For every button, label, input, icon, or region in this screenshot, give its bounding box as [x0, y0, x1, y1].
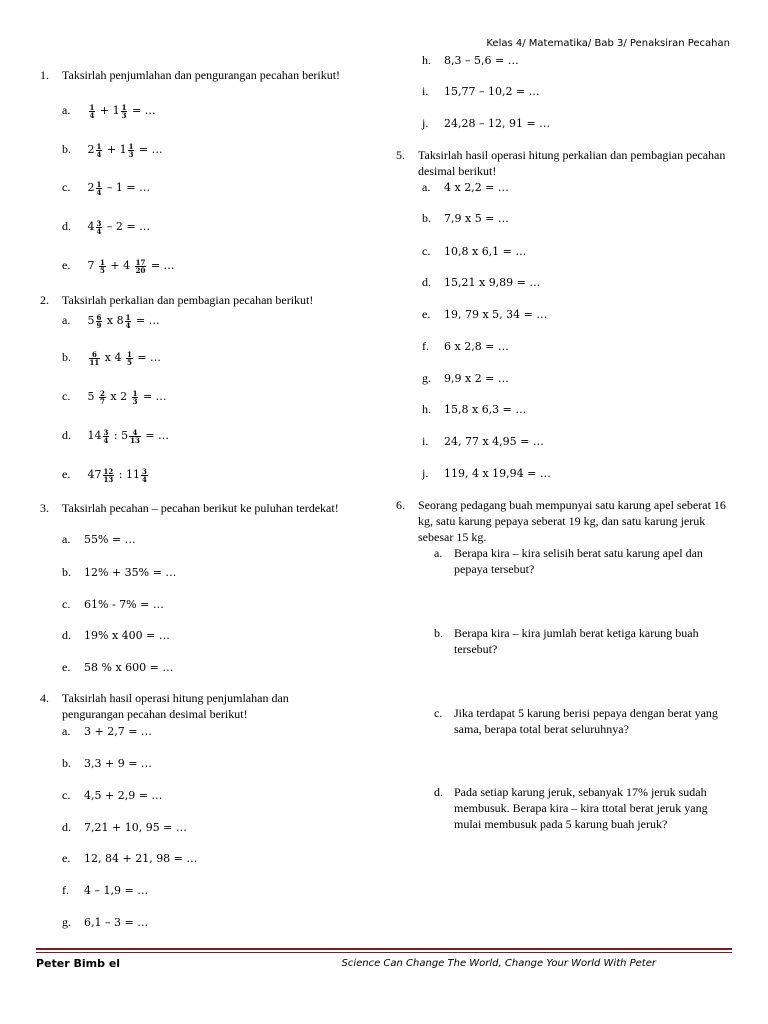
item-4i: i. 15,77 – 10,2 = … [422, 84, 540, 98]
item-3e: e. 58 % x 600 = … [62, 660, 174, 674]
question-text: Taksirlah hasil operasi hitung penjumlahan dan pengurangan pecahan desimal berikut! [62, 691, 289, 721]
item-1e: e. 7 $\frac{1}{5}$ + 4 $\frac{17}{20}$ = … [62, 257, 175, 275]
page-header: Kelas 4/ Matematika/ Bab 3/ Penaksiran Pecahan [486, 38, 730, 49]
question-text: Taksirlah pecahan – pecahan berikut ke puluhan terdekat! [62, 501, 339, 515]
item-3a: a. 55% = … [62, 532, 136, 546]
question-text: Taksirlah penjumlahan dan pengurangan pecahan berikut! [62, 68, 341, 82]
item-4c: c. 4,5 + 2,9 = … [62, 788, 163, 802]
footer-slogan: Science Can Change The World, Change Your World With Peter [341, 958, 656, 969]
item-5g: g. 9,9 x 2 = … [422, 371, 509, 385]
item-5f: f. 6 x 2,8 = … [422, 339, 509, 353]
item-3c: c. 61% - 7% = … [62, 597, 164, 611]
item-2c: c. 5 $\frac{2}{7}$ x 2 $\frac{1}{3}$ = … [62, 388, 167, 406]
question-text: Seorang pedagang buah mempunyai satu karung apel seberat 16 kg, satu karung pepaya seberat 19 kg, dan satu karung jeruk sebesar 15 kg. [418, 498, 726, 544]
item-1d: d. 4 $\frac{3}{4}$ – 2 = … [62, 218, 151, 236]
item-2e: e. 47 $\frac{12}{13}$ : 11 $\frac{3}{4}$ [62, 466, 147, 484]
footer-rule-thin [36, 952, 732, 953]
item-5c: c. 10,8 x 6,1 = … [422, 244, 527, 258]
item-3d: d. 19% x 400 = … [62, 628, 170, 642]
item-4e: e. 12, 84 + 21, 98 = … [62, 851, 198, 865]
item-4a: a. 3 + 2,7 = … [62, 724, 152, 738]
item-5d: d. 15,21 x 9,89 = … [422, 275, 541, 289]
item-4f: f. 4 – 1,9 = … [62, 883, 149, 897]
question-text: Taksirlah perkalian dan pembagian pecahan berikut! [62, 293, 314, 307]
item-5j: j. 119, 4 x 19,94 = … [422, 466, 551, 480]
question-text: Taksirlah hasil operasi hitung perkalian dan pembagian pecahan desimal berikut! [418, 148, 726, 178]
item-4h: h. 8,3 – 5,6 = … [422, 53, 519, 67]
item-1a: a. $\frac{1}{4}$ + 1 $\frac{1}{3}$ = … [62, 102, 156, 120]
item-4d: d. 7,21 + 10, 95 = … [62, 820, 187, 834]
item-4j: j. 24,28 – 12, 91 = … [422, 116, 551, 130]
item-5h: h. 15,8 x 6,3 = … [422, 402, 527, 416]
item-1b: b. 2 $\frac{1}{4}$ + 1 $\frac{1}{3}$ = … [62, 141, 163, 159]
question-number: 1. [40, 68, 49, 82]
item-4g: g. 6,1 – 3 = … [62, 915, 149, 929]
item-4b: b. 3,3 + 9 = … [62, 756, 152, 770]
footer-author: Peter Bimb el [36, 957, 121, 970]
item-5e: e. 19, 79 x 5, 34 = … [422, 307, 548, 321]
item-5i: i. 24, 77 x 4,95 = … [422, 434, 544, 448]
item-3b: b. 12% + 35% = … [62, 565, 177, 579]
item-5a: a. 4 x 2,2 = … [422, 180, 509, 194]
item-2b: b. $\frac{6}{11}$ x 4 $\frac{1}{5}$ = … [62, 349, 162, 367]
item-2d: d. 14 $\frac{3}{4}$ : 5 $\frac{4}{13}$ = … [62, 427, 170, 445]
item-2a: a. 5 $\frac{6}{9}$ x 8 $\frac{1}{4}$ = … [62, 312, 160, 330]
item-1c: c. 2 $\frac{1}{4}$ – 1 = … [62, 179, 151, 197]
footer-rule [36, 948, 732, 950]
item-5b: b. 7,9 x 5 = … [422, 211, 509, 225]
